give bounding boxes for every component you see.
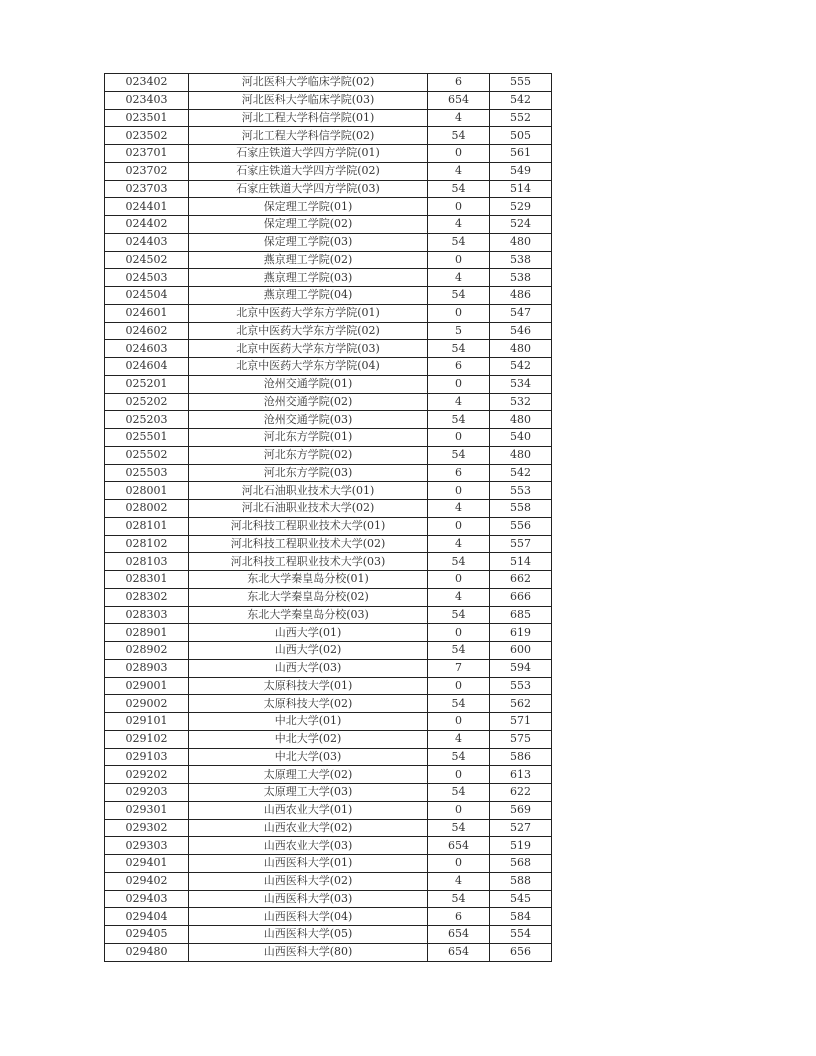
code-cell: 029202 bbox=[105, 766, 189, 784]
value-cell: 7 bbox=[428, 659, 490, 677]
table-row bbox=[105, 180, 552, 198]
institution-cell: 保定理工学院(03) bbox=[189, 233, 428, 251]
score-cell: 662 bbox=[490, 571, 552, 589]
code-cell: 023701 bbox=[105, 145, 189, 163]
score-cell: 575 bbox=[490, 730, 552, 748]
table-row bbox=[105, 269, 552, 287]
value-cell: 654 bbox=[428, 943, 490, 961]
table-row bbox=[105, 198, 552, 216]
score-cell: 480 bbox=[490, 340, 552, 358]
table-row bbox=[105, 748, 552, 766]
code-cell: 023702 bbox=[105, 162, 189, 180]
institution-cell: 中北大学(02) bbox=[189, 730, 428, 748]
value-cell: 54 bbox=[428, 784, 490, 802]
table-row bbox=[105, 659, 552, 677]
score-cell: 584 bbox=[490, 908, 552, 926]
code-cell: 028303 bbox=[105, 606, 189, 624]
table-row bbox=[105, 606, 552, 624]
score-cell: 558 bbox=[490, 500, 552, 518]
institution-cell: 太原科技大学(01) bbox=[189, 677, 428, 695]
institution-cell: 石家庄铁道大学四方学院(02) bbox=[189, 162, 428, 180]
table-row bbox=[105, 890, 552, 908]
score-cell: 552 bbox=[490, 109, 552, 127]
code-cell: 025201 bbox=[105, 375, 189, 393]
score-cell: 553 bbox=[490, 482, 552, 500]
score-cell: 527 bbox=[490, 819, 552, 837]
score-cell: 542 bbox=[490, 358, 552, 376]
code-cell: 024504 bbox=[105, 287, 189, 305]
code-cell: 029401 bbox=[105, 855, 189, 873]
table-row bbox=[105, 730, 552, 748]
code-cell: 029303 bbox=[105, 837, 189, 855]
institution-cell: 山西大学(03) bbox=[189, 659, 428, 677]
code-cell: 029405 bbox=[105, 926, 189, 944]
code-cell: 025202 bbox=[105, 393, 189, 411]
table-row bbox=[105, 322, 552, 340]
institution-cell: 沧州交通学院(01) bbox=[189, 375, 428, 393]
code-cell: 028301 bbox=[105, 571, 189, 589]
institution-cell: 燕京理工学院(04) bbox=[189, 287, 428, 305]
value-cell: 0 bbox=[428, 624, 490, 642]
table-row bbox=[105, 713, 552, 731]
value-cell: 654 bbox=[428, 926, 490, 944]
value-cell: 54 bbox=[428, 819, 490, 837]
code-cell: 029102 bbox=[105, 730, 189, 748]
code-cell: 029001 bbox=[105, 677, 189, 695]
code-cell: 024401 bbox=[105, 198, 189, 216]
table-row bbox=[105, 801, 552, 819]
value-cell: 4 bbox=[428, 730, 490, 748]
score-cell: 619 bbox=[490, 624, 552, 642]
value-cell: 6 bbox=[428, 358, 490, 376]
institution-cell: 石家庄铁道大学四方学院(01) bbox=[189, 145, 428, 163]
value-cell: 4 bbox=[428, 500, 490, 518]
score-cell: 568 bbox=[490, 855, 552, 873]
table-row bbox=[105, 340, 552, 358]
code-cell: 024402 bbox=[105, 216, 189, 234]
score-cell: 555 bbox=[490, 74, 552, 92]
institution-cell: 山西农业大学(03) bbox=[189, 837, 428, 855]
table-row bbox=[105, 482, 552, 500]
value-cell: 54 bbox=[428, 606, 490, 624]
value-cell: 54 bbox=[428, 553, 490, 571]
value-cell: 54 bbox=[428, 446, 490, 464]
value-cell: 4 bbox=[428, 872, 490, 890]
institution-cell: 东北大学秦皇岛分校(01) bbox=[189, 571, 428, 589]
value-cell: 4 bbox=[428, 109, 490, 127]
institution-cell: 沧州交通学院(02) bbox=[189, 393, 428, 411]
code-cell: 029101 bbox=[105, 713, 189, 731]
value-cell: 0 bbox=[428, 429, 490, 447]
code-cell: 028101 bbox=[105, 517, 189, 535]
score-cell: 557 bbox=[490, 535, 552, 553]
institution-cell: 太原理工大学(03) bbox=[189, 784, 428, 802]
institution-cell: 河北工程大学科信学院(02) bbox=[189, 127, 428, 145]
institution-cell: 河北东方学院(03) bbox=[189, 464, 428, 482]
score-cell: 571 bbox=[490, 713, 552, 731]
score-cell: 546 bbox=[490, 322, 552, 340]
institution-cell: 石家庄铁道大学四方学院(03) bbox=[189, 180, 428, 198]
institution-cell: 燕京理工学院(02) bbox=[189, 251, 428, 269]
institution-cell: 沧州交通学院(03) bbox=[189, 411, 428, 429]
table-row bbox=[105, 695, 552, 713]
code-cell: 028001 bbox=[105, 482, 189, 500]
code-cell: 028102 bbox=[105, 535, 189, 553]
score-cell: 569 bbox=[490, 801, 552, 819]
table-row bbox=[105, 553, 552, 571]
value-cell: 0 bbox=[428, 855, 490, 873]
institution-cell: 东北大学秦皇岛分校(02) bbox=[189, 588, 428, 606]
score-cell: 534 bbox=[490, 375, 552, 393]
value-cell: 54 bbox=[428, 340, 490, 358]
value-cell: 0 bbox=[428, 375, 490, 393]
table-row bbox=[105, 855, 552, 873]
code-cell: 023402 bbox=[105, 74, 189, 92]
score-cell: 556 bbox=[490, 517, 552, 535]
table-row bbox=[105, 127, 552, 145]
value-cell: 5 bbox=[428, 322, 490, 340]
table-row bbox=[105, 517, 552, 535]
code-cell: 029301 bbox=[105, 801, 189, 819]
table-row bbox=[105, 926, 552, 944]
table-row bbox=[105, 642, 552, 660]
table-row bbox=[105, 162, 552, 180]
code-cell: 028002 bbox=[105, 500, 189, 518]
value-cell: 4 bbox=[428, 535, 490, 553]
score-table-body bbox=[105, 74, 552, 962]
score-cell: 549 bbox=[490, 162, 552, 180]
institution-cell: 北京中医药大学东方学院(01) bbox=[189, 304, 428, 322]
table-row bbox=[105, 588, 552, 606]
score-cell: 542 bbox=[490, 464, 552, 482]
score-cell: 540 bbox=[490, 429, 552, 447]
table-row bbox=[105, 216, 552, 234]
value-cell: 54 bbox=[428, 695, 490, 713]
institution-cell: 山西医科大学(03) bbox=[189, 890, 428, 908]
table-row bbox=[105, 145, 552, 163]
institution-cell: 河北工程大学科信学院(01) bbox=[189, 109, 428, 127]
table-row bbox=[105, 464, 552, 482]
table-row bbox=[105, 74, 552, 92]
table-row bbox=[105, 500, 552, 518]
score-cell: 613 bbox=[490, 766, 552, 784]
table-row bbox=[105, 624, 552, 642]
table-row bbox=[105, 908, 552, 926]
institution-cell: 河北科技工程职业技术大学(03) bbox=[189, 553, 428, 571]
value-cell: 54 bbox=[428, 287, 490, 305]
value-cell: 4 bbox=[428, 588, 490, 606]
institution-cell: 山西大学(02) bbox=[189, 642, 428, 660]
institution-cell: 太原理工大学(02) bbox=[189, 766, 428, 784]
institution-cell: 河北石油职业技术大学(01) bbox=[189, 482, 428, 500]
institution-cell: 河北医科大学临床学院(02) bbox=[189, 74, 428, 92]
institution-cell: 河北东方学院(02) bbox=[189, 446, 428, 464]
table-row bbox=[105, 766, 552, 784]
score-cell: 532 bbox=[490, 393, 552, 411]
institution-cell: 河北科技工程职业技术大学(01) bbox=[189, 517, 428, 535]
table-row bbox=[105, 251, 552, 269]
code-cell: 029404 bbox=[105, 908, 189, 926]
code-cell: 028902 bbox=[105, 642, 189, 660]
code-cell: 029103 bbox=[105, 748, 189, 766]
value-cell: 6 bbox=[428, 908, 490, 926]
value-cell: 0 bbox=[428, 766, 490, 784]
score-cell: 480 bbox=[490, 411, 552, 429]
code-cell: 024603 bbox=[105, 340, 189, 358]
code-cell: 028903 bbox=[105, 659, 189, 677]
table-row bbox=[105, 411, 552, 429]
code-cell: 025503 bbox=[105, 464, 189, 482]
score-cell: 561 bbox=[490, 145, 552, 163]
score-cell: 554 bbox=[490, 926, 552, 944]
value-cell: 654 bbox=[428, 91, 490, 109]
score-cell: 685 bbox=[490, 606, 552, 624]
code-cell: 024502 bbox=[105, 251, 189, 269]
table-row bbox=[105, 943, 552, 961]
score-cell: 666 bbox=[490, 588, 552, 606]
code-cell: 029403 bbox=[105, 890, 189, 908]
score-cell: 538 bbox=[490, 251, 552, 269]
table-row bbox=[105, 304, 552, 322]
score-cell: 553 bbox=[490, 677, 552, 695]
code-cell: 023501 bbox=[105, 109, 189, 127]
value-cell: 54 bbox=[428, 127, 490, 145]
table-row bbox=[105, 784, 552, 802]
table-row bbox=[105, 872, 552, 890]
value-cell: 54 bbox=[428, 748, 490, 766]
institution-cell: 保定理工学院(01) bbox=[189, 198, 428, 216]
score-cell: 505 bbox=[490, 127, 552, 145]
institution-cell: 河北医科大学临床学院(03) bbox=[189, 91, 428, 109]
code-cell: 029203 bbox=[105, 784, 189, 802]
value-cell: 6 bbox=[428, 464, 490, 482]
table-row bbox=[105, 446, 552, 464]
table-row bbox=[105, 375, 552, 393]
code-cell: 029302 bbox=[105, 819, 189, 837]
code-cell: 024604 bbox=[105, 358, 189, 376]
value-cell: 0 bbox=[428, 571, 490, 589]
score-cell: 545 bbox=[490, 890, 552, 908]
institution-cell: 山西农业大学(01) bbox=[189, 801, 428, 819]
code-cell: 029402 bbox=[105, 872, 189, 890]
code-cell: 023703 bbox=[105, 180, 189, 198]
code-cell: 025502 bbox=[105, 446, 189, 464]
value-cell: 54 bbox=[428, 411, 490, 429]
institution-cell: 山西医科大学(04) bbox=[189, 908, 428, 926]
score-cell: 480 bbox=[490, 233, 552, 251]
table-row bbox=[105, 233, 552, 251]
institution-cell: 山西大学(01) bbox=[189, 624, 428, 642]
value-cell: 0 bbox=[428, 304, 490, 322]
table-row bbox=[105, 535, 552, 553]
table-row bbox=[105, 571, 552, 589]
institution-cell: 山西医科大学(80) bbox=[189, 943, 428, 961]
code-cell: 028103 bbox=[105, 553, 189, 571]
table-row bbox=[105, 429, 552, 447]
institution-cell: 中北大学(03) bbox=[189, 748, 428, 766]
code-cell: 025501 bbox=[105, 429, 189, 447]
institution-cell: 保定理工学院(02) bbox=[189, 216, 428, 234]
value-cell: 0 bbox=[428, 198, 490, 216]
institution-cell: 北京中医药大学东方学院(03) bbox=[189, 340, 428, 358]
score-cell: 588 bbox=[490, 872, 552, 890]
institution-cell: 河北东方学院(01) bbox=[189, 429, 428, 447]
score-cell: 542 bbox=[490, 91, 552, 109]
code-cell: 029002 bbox=[105, 695, 189, 713]
value-cell: 654 bbox=[428, 837, 490, 855]
code-cell: 028302 bbox=[105, 588, 189, 606]
institution-cell: 太原科技大学(02) bbox=[189, 695, 428, 713]
institution-cell: 山西医科大学(02) bbox=[189, 872, 428, 890]
institution-cell: 山西医科大学(05) bbox=[189, 926, 428, 944]
table-row bbox=[105, 837, 552, 855]
code-cell: 029480 bbox=[105, 943, 189, 961]
table-row bbox=[105, 393, 552, 411]
score-cell: 600 bbox=[490, 642, 552, 660]
value-cell: 4 bbox=[428, 162, 490, 180]
table-row bbox=[105, 109, 552, 127]
score-cell: 514 bbox=[490, 180, 552, 198]
value-cell: 4 bbox=[428, 216, 490, 234]
value-cell: 6 bbox=[428, 74, 490, 92]
code-cell: 023403 bbox=[105, 91, 189, 109]
institution-cell: 北京中医药大学东方学院(04) bbox=[189, 358, 428, 376]
score-cell: 562 bbox=[490, 695, 552, 713]
score-cell: 656 bbox=[490, 943, 552, 961]
institution-cell: 山西农业大学(02) bbox=[189, 819, 428, 837]
score-cell: 514 bbox=[490, 553, 552, 571]
value-cell: 0 bbox=[428, 517, 490, 535]
table-row bbox=[105, 287, 552, 305]
table-row bbox=[105, 819, 552, 837]
value-cell: 4 bbox=[428, 393, 490, 411]
score-table bbox=[104, 73, 552, 962]
value-cell: 0 bbox=[428, 482, 490, 500]
value-cell: 54 bbox=[428, 233, 490, 251]
score-cell: 622 bbox=[490, 784, 552, 802]
code-cell: 024602 bbox=[105, 322, 189, 340]
score-cell: 486 bbox=[490, 287, 552, 305]
institution-cell: 燕京理工学院(03) bbox=[189, 269, 428, 287]
institution-cell: 山西医科大学(01) bbox=[189, 855, 428, 873]
score-cell: 519 bbox=[490, 837, 552, 855]
value-cell: 0 bbox=[428, 713, 490, 731]
institution-cell: 中北大学(01) bbox=[189, 713, 428, 731]
score-cell: 480 bbox=[490, 446, 552, 464]
score-cell: 524 bbox=[490, 216, 552, 234]
code-cell: 024503 bbox=[105, 269, 189, 287]
code-cell: 025203 bbox=[105, 411, 189, 429]
table-row bbox=[105, 358, 552, 376]
value-cell: 4 bbox=[428, 269, 490, 287]
score-cell: 529 bbox=[490, 198, 552, 216]
table-row bbox=[105, 677, 552, 695]
value-cell: 0 bbox=[428, 677, 490, 695]
code-cell: 024601 bbox=[105, 304, 189, 322]
score-cell: 547 bbox=[490, 304, 552, 322]
score-cell: 538 bbox=[490, 269, 552, 287]
institution-cell: 北京中医药大学东方学院(02) bbox=[189, 322, 428, 340]
institution-cell: 河北石油职业技术大学(02) bbox=[189, 500, 428, 518]
value-cell: 0 bbox=[428, 801, 490, 819]
code-cell: 028901 bbox=[105, 624, 189, 642]
value-cell: 54 bbox=[428, 180, 490, 198]
institution-cell: 河北科技工程职业技术大学(02) bbox=[189, 535, 428, 553]
value-cell: 54 bbox=[428, 642, 490, 660]
score-cell: 586 bbox=[490, 748, 552, 766]
value-cell: 0 bbox=[428, 251, 490, 269]
score-cell: 594 bbox=[490, 659, 552, 677]
code-cell: 024403 bbox=[105, 233, 189, 251]
code-cell: 023502 bbox=[105, 127, 189, 145]
table-row bbox=[105, 91, 552, 109]
institution-cell: 东北大学秦皇岛分校(03) bbox=[189, 606, 428, 624]
value-cell: 54 bbox=[428, 890, 490, 908]
value-cell: 0 bbox=[428, 145, 490, 163]
